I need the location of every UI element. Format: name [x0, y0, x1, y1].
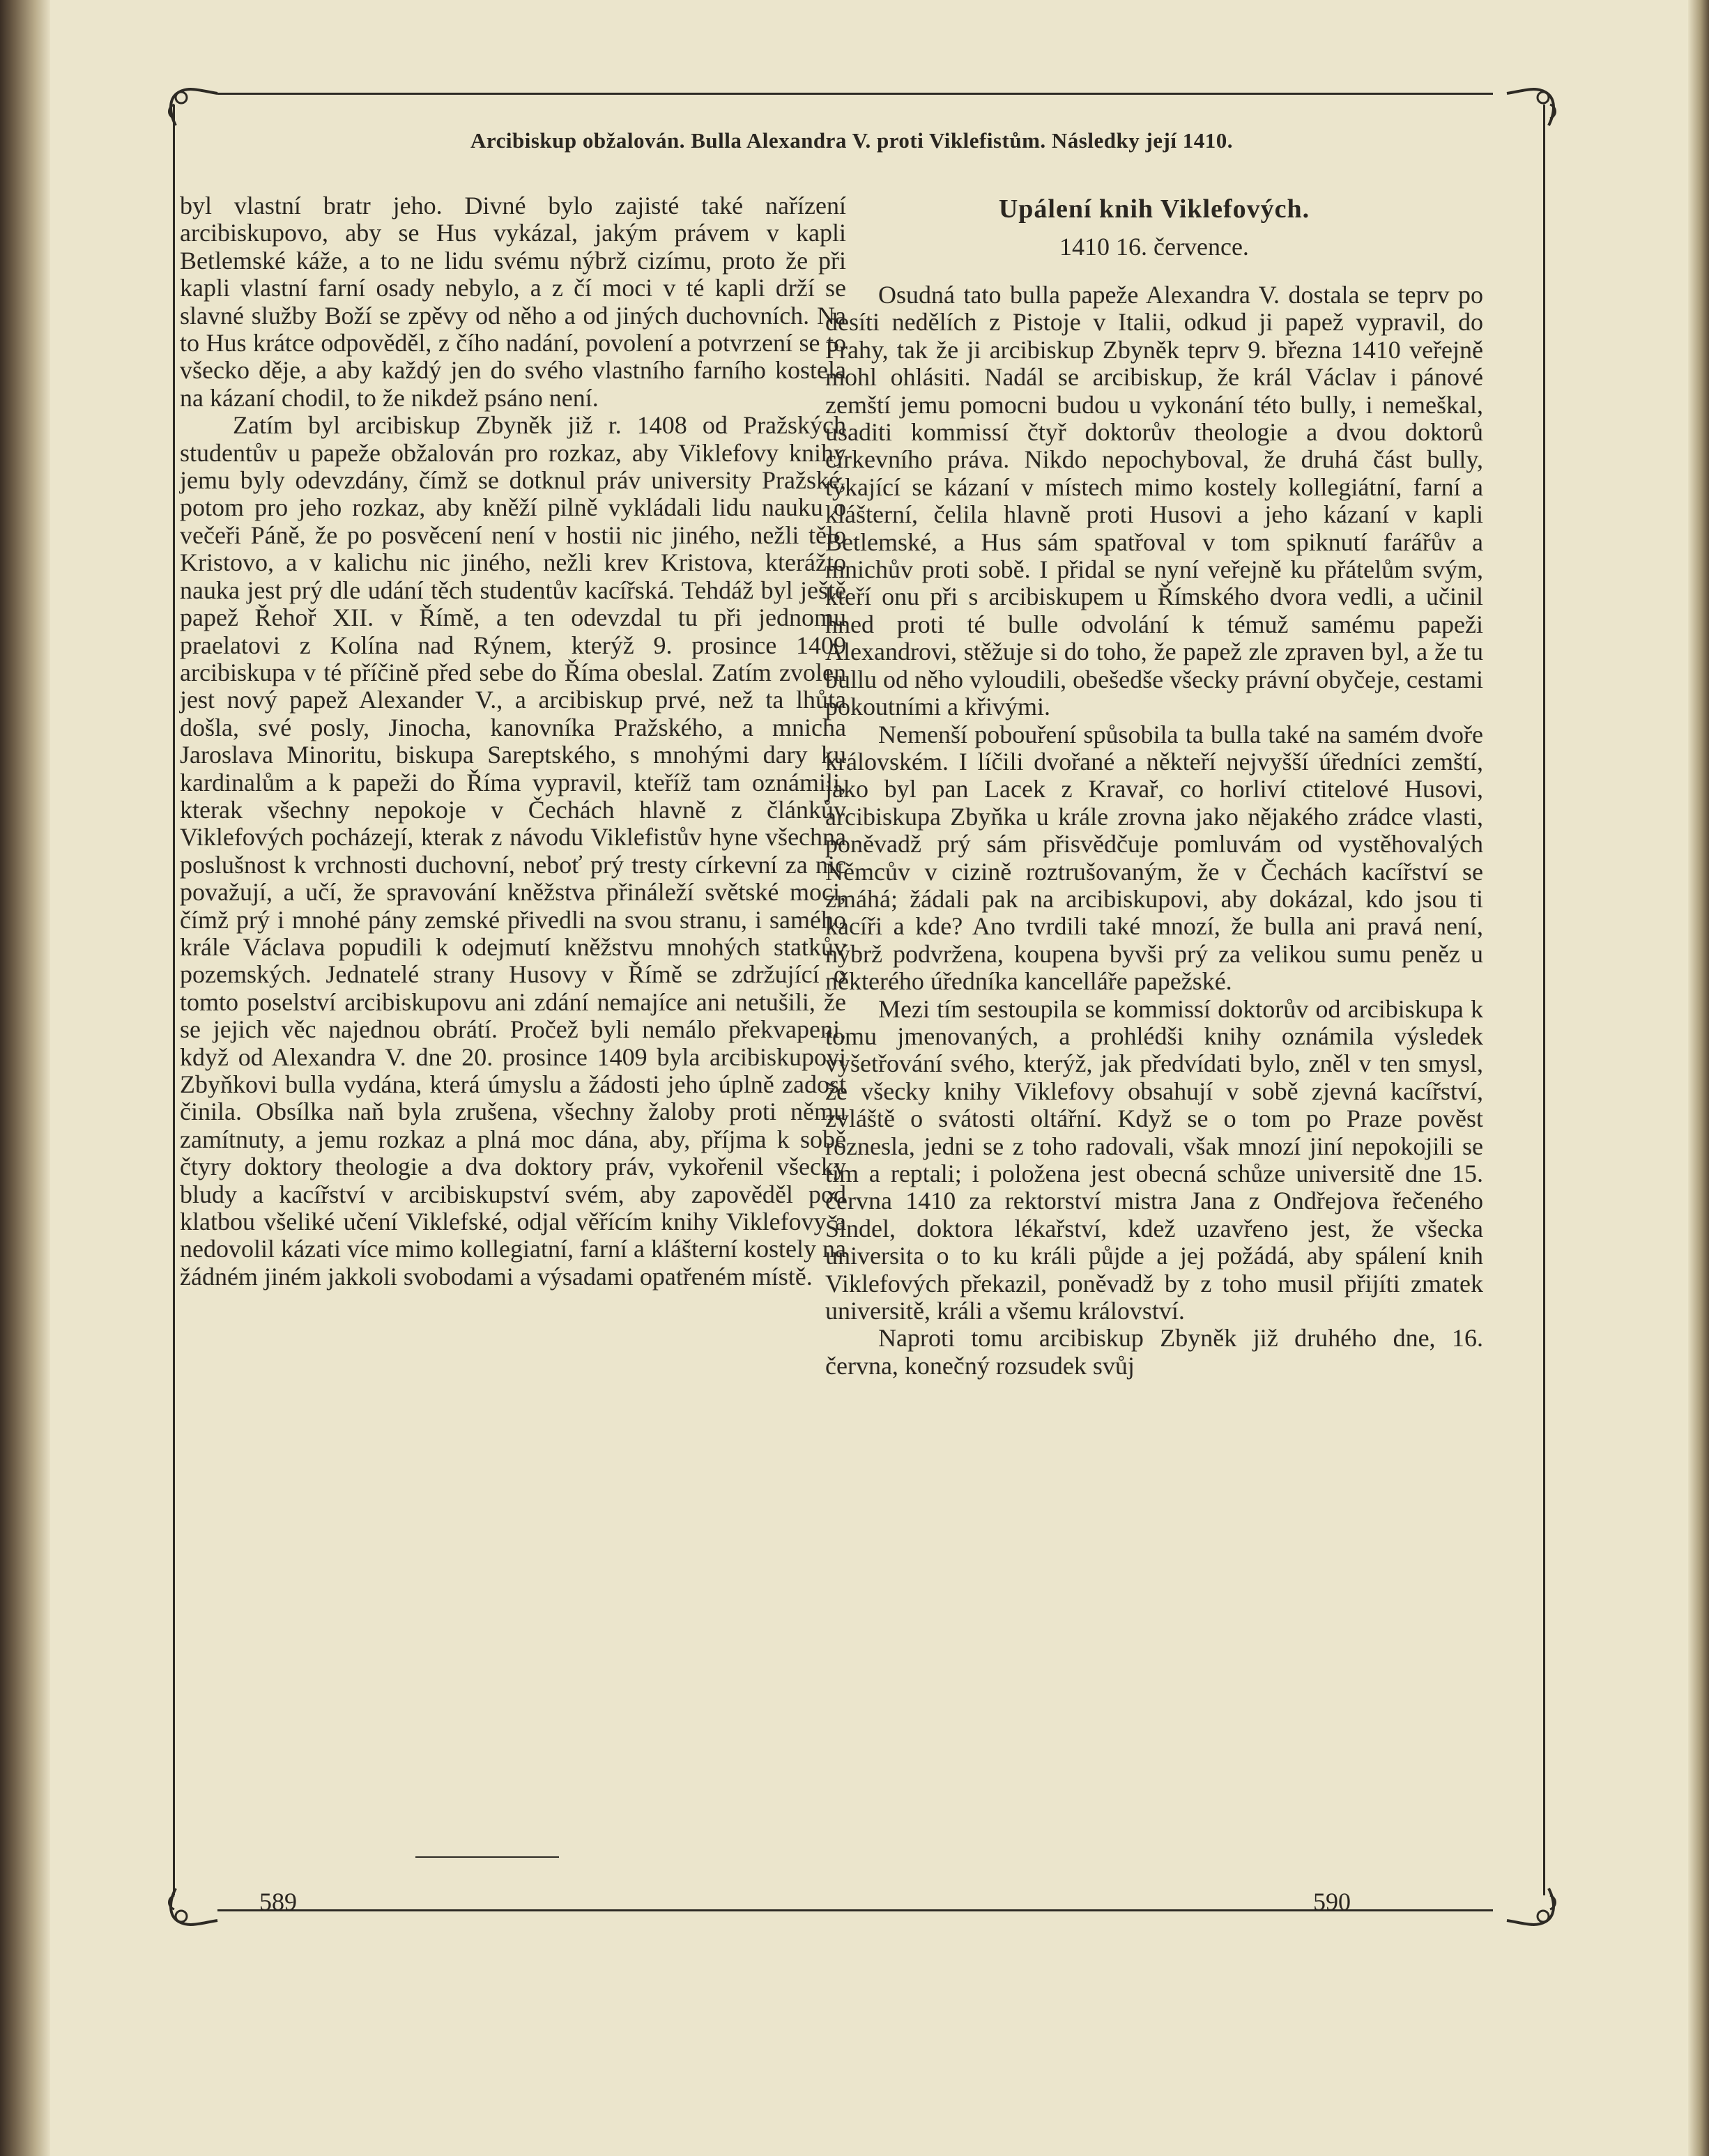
paragraph: Nemenší pobouření spůsobila ta bulla také na samém dvoře královském. I líčili dvořané a někteří nejvyšší úředníci zemští, jako byl pan Lacek z Kravař, co horliví ctitelové Husovi, arcibiskupa Zbyňka u krále zrovna jako nějakého zrádce vlasti, poněvadž prý sám přisvědčuje pomluvám od vystěhovalých Němcův v cizině roztrušovaným, že v Čechách kacířství se zmáhá; žádali pak na arcibiskupovi, aby dokázal, kdo jsou ti kacíři a kde? Ano tvrdili také mnozí, že bulla ani pravá není, nýbrž podvržena, koupena byvši prý za velikou sumu peněz u některého úředníka kancelláře papežské. [825, 720, 1483, 996]
corner-ornament-icon [1500, 1874, 1563, 1937]
page-number-right: 590 [1313, 1888, 1351, 1916]
right-column [825, 192, 1483, 1380]
corner-ornament-icon [162, 1874, 224, 1937]
paragraph: Naproti tomu arcibiskup Zbyněk již druhého dne, 16. června, konečný rozsudek svůj [825, 1324, 1483, 1380]
paragraph: Zatím byl arcibiskup Zbyněk již r. 1408 od Pražských studentův u papeže obžalován pro rozkaz, aby Viklefovy knihy jemu byly odevzdány, čímž se dotknul práv university Pražské, potom pro jeho rozkaz, aby kněží pilně vykládali lidu nauku o večeři Páně, že po posvěcení není v hostii nic jiného, nežli tělo Kristovo, a v kalichu nic jiného, nežli krev Kristova, kterážto nauka jest prý dle udání těch studentův kacířská. Tehdáž byl ještě papež Řehoř XII. v Římě, a ten odevzdal tu při jednomu praelatovi z Kolína nad Rýnem, kterýž 9. prosince 1409 arcibiskupa v té příčině před sebe do Říma obeslal. Zatím zvolen jest nový papež Alexander V., a arcibiskup prvé, než ta lhůta došla, své posly, Jinocha, kanovníka Pražského, a mnicha Jaroslava Minoritu, biskupa Sareptského, s mnohými dary ku kardinalům a k papeži do Říma vypravil, kteříž tam oznámili, kterak všechny nepokoje v Čechách hlavně z článkův Viklefových pocházejí, kterak z návodu Viklefistův hyne všechna poslušnost k vrchnosti duchovní, neboť prý tresty církevní za nic považují, a učí, že spravování kněžstva přináleží světské moci, čímž prý i mnohé pány zemské přivedli na svou stranu, i samého krále Václava popudili k odejmutí kněžstvu mnohých statkův pozemských. Jednatelé strany Husovy v Římě se zdržující o tomto poselství arcibiskupovu ani zdání nemajíce ani netušili, že se jejich věc najednou obrátí. Pročež byli nemálo překvapeni, když od Alexandra V. dne 20. prosince 1409 byla arcibiskupovi Zbyňkovi bulla vydána, která úmyslu a žádosti jeho úplně zadost činila. Obsílka naň byla zrušena, všechny žaloby proti němu zamítnuty, a jemu rozkaz a plná moc dána, aby, příjma k sobě čtyry doktory theologie a dva doktory práv, vykořenil všecky bludy a kacířství v arcibiskupství svém, aby zapověděl pod klatbou všeliké učení Viklefské, odjal věřícím knihy Viklefovy a nedovolil kázati více mimo kollegiatní, farní a klášterní kostely na žádném jiném jakkoli svobodami a výsadami opatřeném místě. [180, 411, 846, 1291]
scan-right-edge [1688, 0, 1709, 2156]
page-number-left: 589 [259, 1888, 297, 1916]
frame-right-rule [1543, 105, 1545, 1895]
paragraph: Osudná tato bulla papeže Alexandra V. dostala se teprv po desíti nedělích z Pistoje v Italii, odkud ji papež vypravil, do Prahy, tak že ji arcibiskup Zbyněk teprv 9. března 1410 veřejně mohl ohlásiti. Nadál se arcibiskup, že král Václav i pánové zemští jemu pomocni budou u vykonání této bully, i nemeškal, usaditi kommissí čtyř doktorův theologie a dvou doktorů církevního práva. Nikdo nepochyboval, že druhá část bully, týkající se kázaní v místech mimo kostely kollegiátní, farní a klášterní, čelila hlavně proti Husovi a jeho kázaní v kapli Betlemské, a Hus sám spatřoval v tom spiknutí farářův a mnichův proti sobě. I přidal se nyní veřejně ku přátelům svým, kteří onu při s arcibiskupem u Římského dvora vedli, a učinil hned proti té bulle odvolání k témuž samému papeži Alexandrovi, stěžuje si do toho, že papež zle zpraven byl, a že tu bullu od něho vyloudili, obešedše všecky právní obyčeje, cestami pokoutními a křivými. [825, 281, 1483, 721]
frame-left-rule [173, 105, 175, 1895]
frame-bottom-rule [217, 1909, 1493, 1911]
column-end-rule [415, 1856, 559, 1858]
section-title: Upálení knih Viklefových. [998, 194, 1310, 224]
book-page [50, 0, 1688, 2156]
scan-left-edge [0, 0, 50, 2156]
running-head: Arcibiskup obžalován. Bulla Alexandra V. proti Viklefistům. Následky její 1410. [470, 128, 1233, 153]
section-date: 1410 16. července. [1059, 233, 1249, 261]
paragraph: byl vlastní bratr jeho. Divné bylo zajisté také nařízení arcibiskupovo, aby se Hus vykázal, jakým právem v kapli Betlemské káže, a to ne lidu svému nýbrž cizímu, proto že při kapli vlastní farní osady nebylo, a z čí moci v té kapli drží se slavné služby Boží se zpěvy od něho a od jiných duchovních. Na to Hus krátce odpověděl, z čího nadání, povolení a potvrzení se to všecko děje, a aby každý jen do svého vlastního farního kostela na kázaní chodil, to že nikdež psáno není. [180, 192, 846, 412]
left-column [180, 192, 846, 1291]
frame-top-rule [217, 93, 1493, 95]
paragraph: Mezi tím sestoupila se kommissí doktorův od arcibiskupa k tomu jmenovaných, a prohlédši knihy oznámila výsledek vyšetřování svého, kterýž, jak předvídati bylo, zněl v ten smysl, že všecky knihy Viklefovy obsahují v sobě zjevná kacířství, zvláště o svátosti oltářní. Když se o tom po Praze pověst roznesla, jedni se z toho radovali, však mnozí jiní nepokojili se tím a reptali; i položena jest obecná schůze universitě dne 15. června 1410 za rektorství mistra Jana z Ondřejova řečeného Šindel, doktora lékařství, kdež uzavřeno jest, že všecka universita o to ku králi půjde a jej požádá, aby spálení knih Viklefových překazil, poněvadž by z toho musil přijíti zmatek universitě, králi a všemu království. [825, 994, 1483, 1325]
